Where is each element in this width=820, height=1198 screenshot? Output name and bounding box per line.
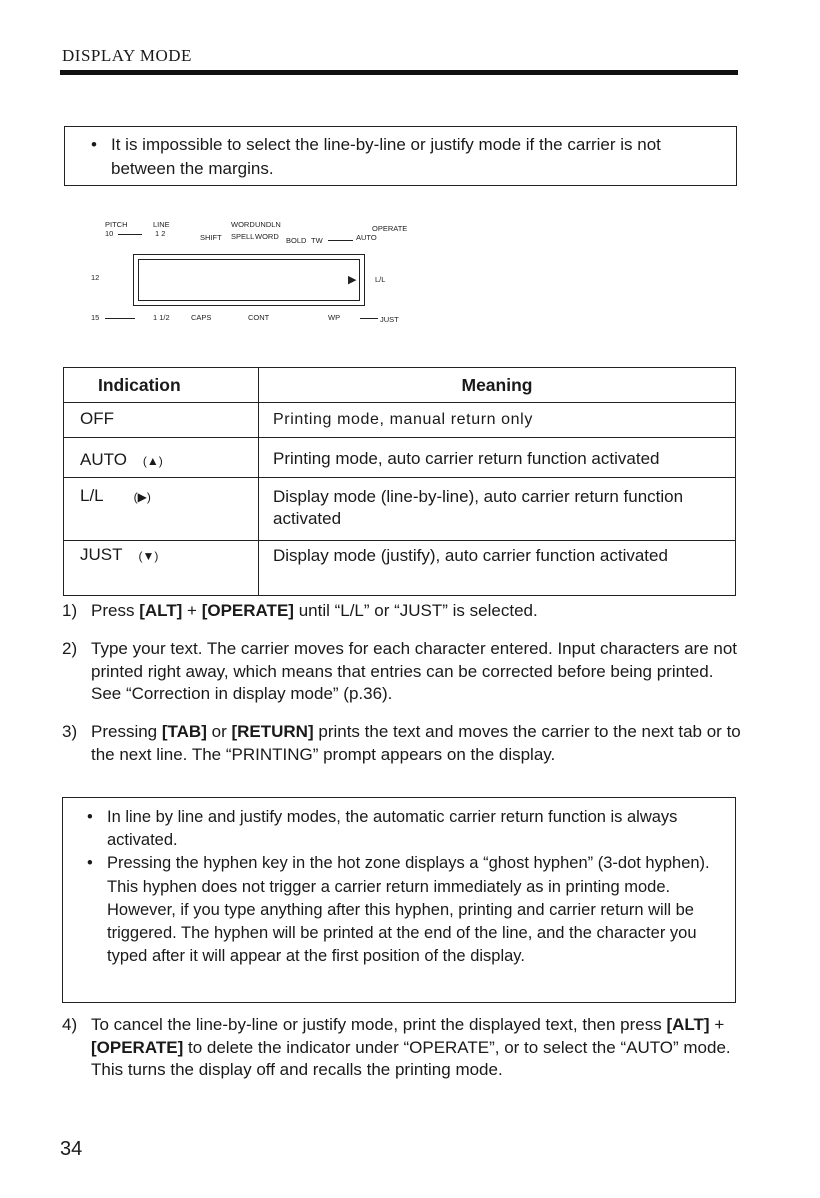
indication-cell	[64, 403, 259, 438]
step-number: 4)	[62, 1015, 78, 1034]
table-row	[64, 541, 736, 596]
label-pitch: PITCH	[105, 220, 128, 229]
step-number: 2)	[62, 639, 78, 658]
table-row	[64, 403, 736, 438]
leader-line	[118, 234, 142, 235]
indication-cell	[64, 541, 259, 596]
label-line: LINE	[153, 220, 170, 229]
indication-table	[63, 367, 736, 596]
label-pitch-10: 10	[105, 229, 114, 238]
label-tw: TW	[311, 236, 323, 245]
label-cont: CONT	[248, 313, 270, 322]
key-tab: [TAB]	[161, 722, 207, 741]
label-word: WORD	[231, 220, 255, 229]
key-alt: [ALT]	[666, 1015, 710, 1034]
step-1	[62, 600, 742, 623]
label-auto: AUTO	[356, 233, 377, 242]
or-word: or	[211, 722, 227, 741]
key-alt: [ALT]	[139, 601, 183, 620]
indication-symbol: (▲)	[142, 454, 163, 468]
section-header: DISPLAY MODE	[62, 46, 192, 65]
indication-symbol: (▼)	[138, 549, 159, 563]
leader-line	[328, 240, 353, 241]
plus-sign: +	[714, 1015, 725, 1034]
display-panel-diagram	[88, 220, 428, 330]
leader-line	[105, 318, 135, 319]
indication-label: OFF	[80, 409, 114, 428]
table-row	[64, 478, 736, 541]
note-box-margins	[64, 126, 737, 186]
label-caps: CAPS	[191, 313, 212, 322]
col-header-meaning: Meaning	[259, 368, 736, 403]
meaning-cell: Printing mode, manual return only	[259, 403, 736, 438]
step-text	[91, 1014, 742, 1082]
key-operate: [OPERATE]	[91, 1037, 184, 1057]
note-box-modes	[62, 797, 736, 1003]
step-rest: prints the text and moves the carrier to the next tab or to the next line. The “PRINTING” prompt appears on the display.	[91, 722, 741, 764]
key-operate: [OPERATE]	[201, 601, 294, 620]
label-operate: OPERATE	[372, 224, 408, 233]
label-shift: SHIFT	[200, 233, 222, 242]
meaning-cell: Display mode (justify), auto carrier function activated	[259, 541, 736, 596]
step-3	[62, 721, 742, 766]
meaning-cell: Printing mode, auto carrier return function activated	[259, 438, 736, 478]
label-spell: SPELL	[231, 232, 255, 241]
meaning-cell: Display mode (line-by-line), auto carrier return function activated	[259, 478, 736, 541]
label-ll: L/L	[375, 275, 386, 284]
label-undln: UNDLN	[255, 220, 281, 229]
indication-cell	[64, 438, 259, 478]
col-header-indication: Indication	[64, 368, 259, 403]
table-header-row	[64, 368, 736, 403]
step-text: Type your text. The carrier moves for each character entered. Input characters are not printed right away, which means that entries can be corrected before being printed. See “Correction in display mode” (p.36).	[91, 639, 737, 703]
step-pre: Pressing	[91, 722, 158, 741]
indication-label: JUST	[80, 545, 123, 564]
step-rest: until “L/L” or “JUST” is selected.	[298, 601, 538, 620]
label-bold: BOLD	[286, 236, 307, 245]
label-wp: WP	[328, 313, 341, 322]
label-line-112: 1 1/2	[153, 313, 170, 322]
header-rule	[60, 70, 738, 75]
step-text	[91, 721, 742, 766]
indication-label: L/L	[80, 486, 104, 505]
step-rest: to delete the indicator under “OPERATE”, or to select the “AUTO” mode. This turns the display off and recalls the printing mode.	[91, 1037, 731, 1079]
display-screen	[133, 254, 365, 306]
indication-label: AUTO	[80, 450, 127, 469]
ll-indicator-icon: ▶	[348, 274, 357, 286]
label-word2: WORD	[255, 232, 279, 241]
label-just: JUST	[380, 315, 399, 324]
indication-cell	[64, 478, 259, 541]
leader-line	[360, 318, 378, 319]
page-number: 34	[60, 1138, 83, 1160]
step-2	[62, 638, 742, 706]
step-text: Press [ALT] + [OPERATE] until “L/L” or “JUST” is selected.	[91, 601, 538, 620]
indication-symbol: (▶)	[133, 490, 151, 504]
note-bullet-2: • Pressing the hyphen key in the hot zone displays a “ghost hyphen” (3-dot hyphen). This hyphen does not trigger a carrier return immediately as in printing mode. However, if you type anything after this hyphen, printing and carrier return will be triggered. The hyphen will be printed at the end of the line, and the character you typed after it will appear at the first position of the display.	[87, 852, 723, 968]
label-line-12: 1 2	[155, 229, 166, 238]
table-row	[64, 438, 736, 478]
plus-sign: +	[187, 601, 197, 620]
step-number: 3)	[62, 722, 78, 741]
step-4	[62, 1014, 742, 1082]
note-bullet-1: • In line by line and justify modes, the automatic carrier return function is always activated.	[87, 806, 723, 852]
step-number: 1)	[62, 601, 78, 620]
note-margins-text: • It is impossible to select the line-by-line or justify mode if the carrier is not between the margins.	[91, 133, 726, 181]
key-return: [RETURN]	[231, 722, 314, 741]
step-pre: To cancel the line-by-line or justify mode, print the displayed text, then press	[91, 1015, 662, 1034]
label-pitch-12: 12	[91, 273, 100, 282]
label-pitch-15: 15	[91, 313, 100, 322]
